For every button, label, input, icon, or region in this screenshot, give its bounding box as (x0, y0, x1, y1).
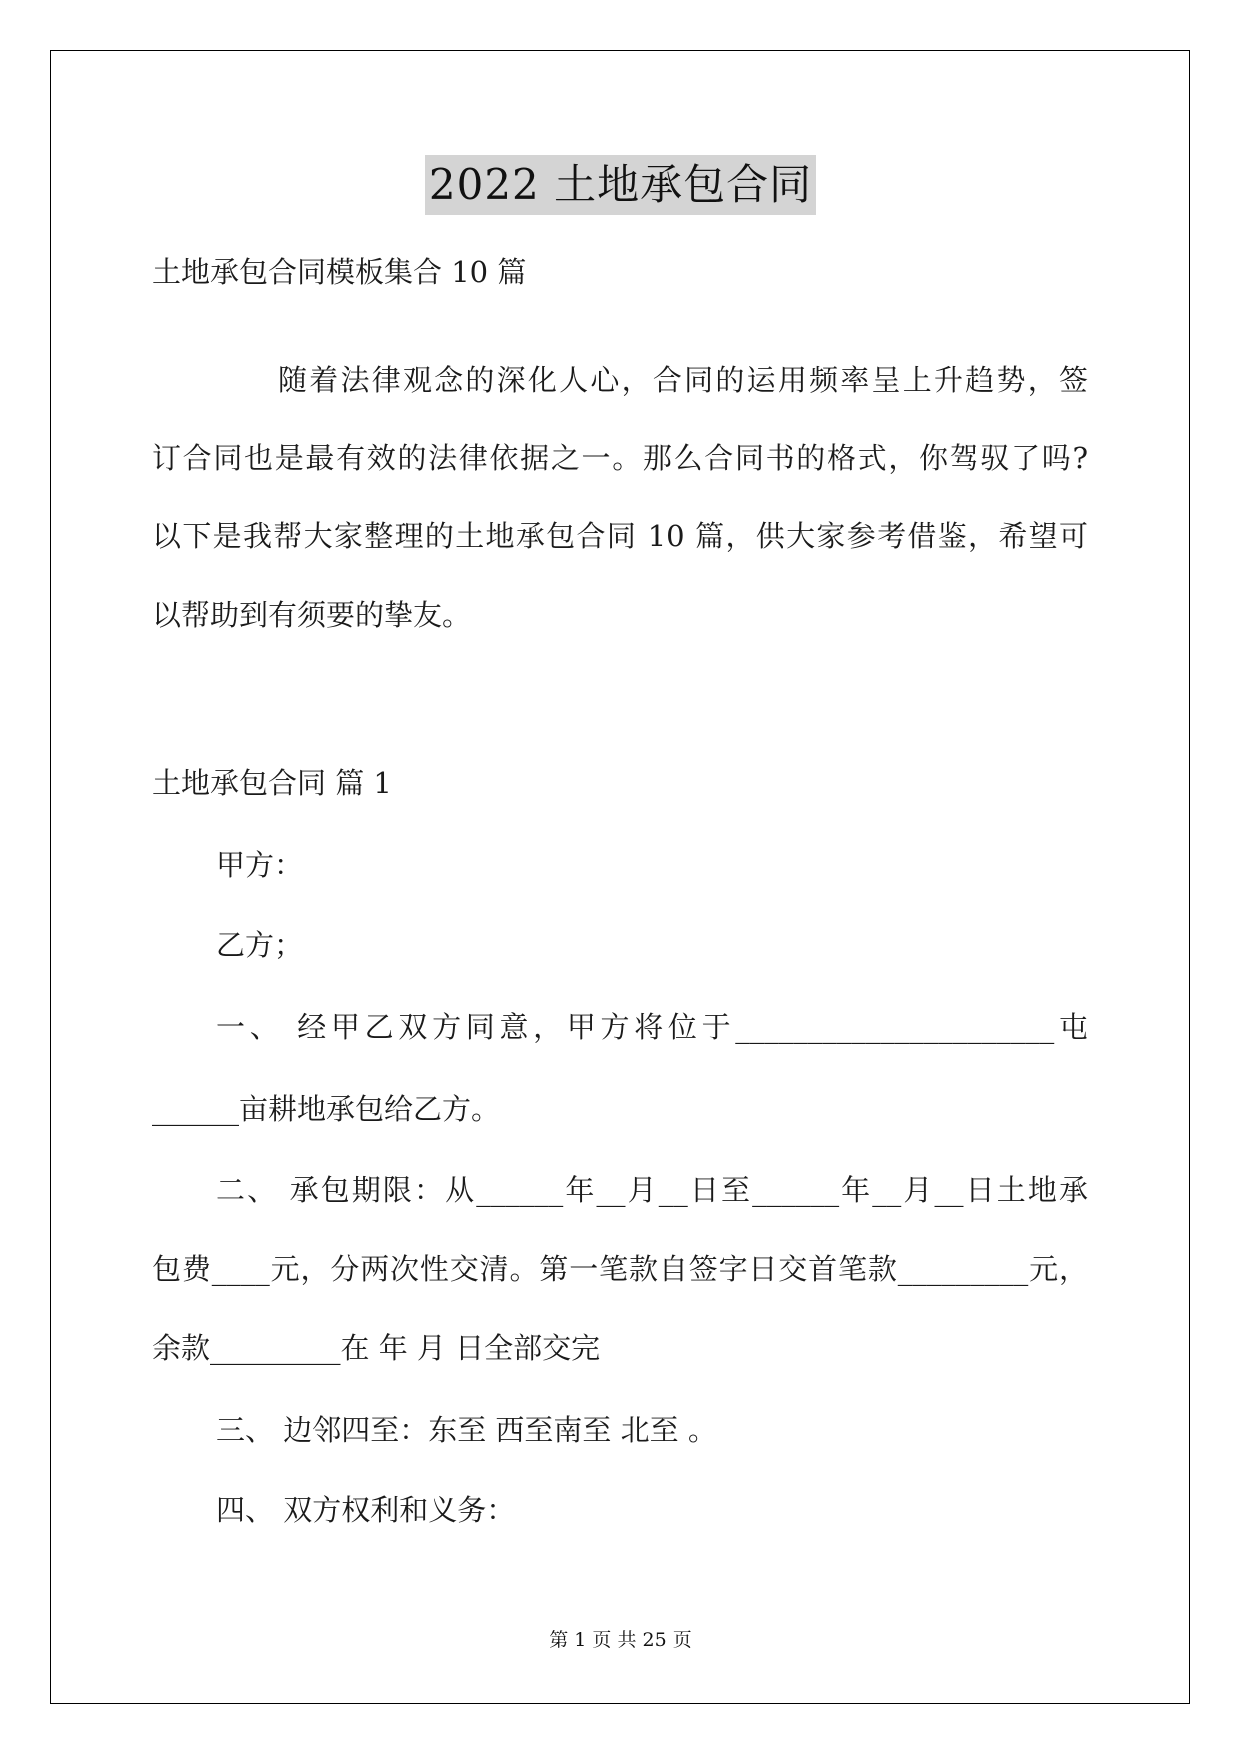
intro-line-2: 订合同也是最有效的法律依据之一。那么合同书的格式，你驾驭了吗? (152, 441, 1088, 475)
party-a-label: 甲方： (216, 848, 304, 882)
clause-2-line-1: 二、 承包期限：从______年__月__日至______年__月__日土地承 (216, 1173, 1088, 1207)
clause-2-line-2: 包费____元，分两次性交清。第一笔款自签字日交首笔款_________元， (152, 1252, 1088, 1286)
clause-4-line: 四、 双方权利和义务： (216, 1493, 516, 1527)
title-container (0, 155, 1241, 215)
subtitle-line: 土地承包合同模板集合 10 篇 (152, 255, 527, 289)
clause-3-line: 三、 边邻四至：东至 西至南至 北至 。 (216, 1413, 717, 1447)
clause-2-line-3: 余款_________在 年 月 日全部交完 (152, 1331, 601, 1365)
party-b-label: 乙方； (216, 928, 304, 962)
intro-line-3: 以下是我帮大家整理的土地承包合同 10 篇，供大家参考借鉴，希望可 (152, 519, 1088, 553)
clause-1-line-2: ______亩耕地承包给乙方。 (152, 1092, 501, 1126)
intro-line-4: 以帮助到有须要的挚友。 (152, 598, 472, 632)
clause-1-line-1: 一、 经甲乙双方同意，甲方将位于______________________屯 (216, 1010, 1088, 1044)
page-footer: 第 1 页 共 25 页 (549, 1629, 692, 1651)
document-title: 2022 土地承包合同 (425, 155, 816, 215)
intro-line-1: 随着法律观念的深化人心，合同的运用频率呈上升趋势，签 (278, 363, 1088, 397)
section-heading-1: 土地承包合同 篇 1 (152, 766, 392, 800)
